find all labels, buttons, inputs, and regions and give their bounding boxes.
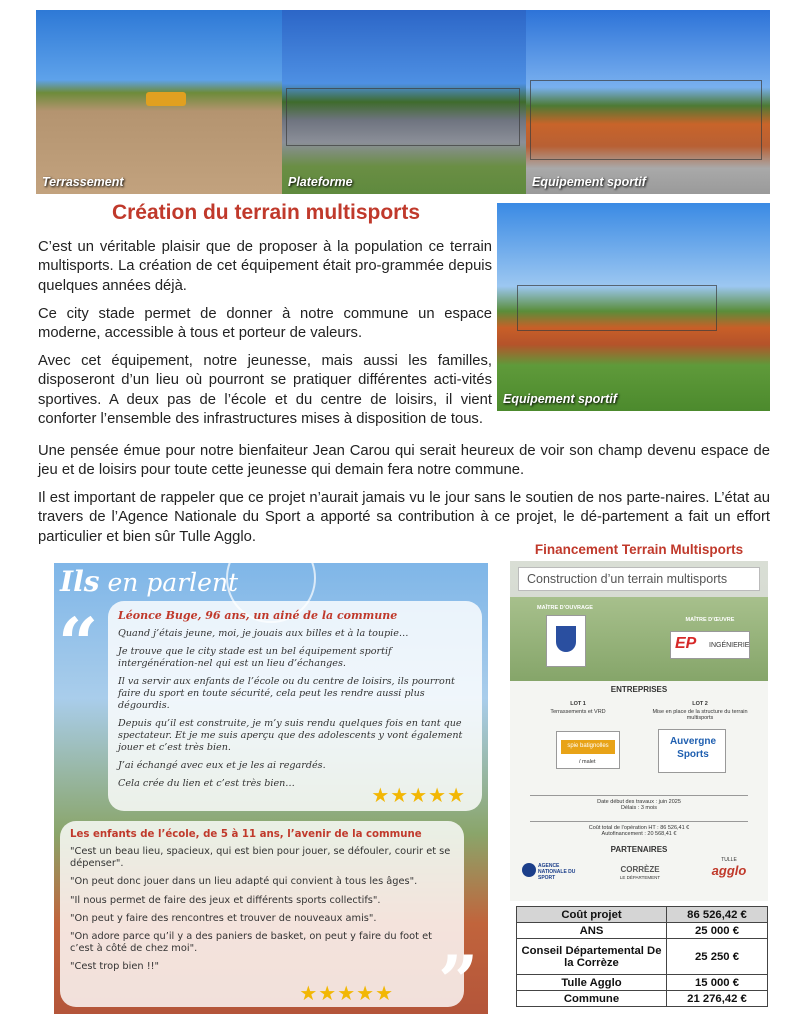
heading-ils: Ils	[60, 565, 100, 598]
table-row	[517, 939, 768, 975]
testimonial-card-kids	[60, 821, 464, 1007]
heading-rest: en parlent	[99, 568, 239, 597]
testimonial-title: Léonce Buge, 96 ans, un ainé de la commune	[118, 609, 398, 622]
correze-logo-sub: LE DÉPARTEMENT	[619, 875, 661, 880]
financing-value: 15 000 €	[667, 975, 768, 991]
close-quote-icon: ”	[438, 940, 479, 1014]
open-quote-icon: “	[58, 602, 99, 685]
signboard-title: Construction d’un terrain multisports	[518, 567, 760, 591]
auvergne-logo-line2: Sports	[677, 749, 709, 760]
spie-batignolles-logo	[556, 731, 620, 769]
table-row	[517, 975, 768, 991]
partenaires-heading: PARTENAIRES	[610, 845, 668, 854]
paragraph-equipement: Avec cet équipement, notre jeunesse, mais aussi les familles, disposeront d’un lieu où pourront se pratiquer différentes acti-vités sportives. A deux pas de l’école et du centre de loisirs, il vient conforter l’ensemble des infrastructures mises à disposition de tous.	[38, 353, 492, 428]
financing-value: 21 276,42 €	[667, 991, 768, 1007]
testimonial-title: Les enfants de l’école, de 5 à 11 ans, l’avenir de la commune	[70, 829, 422, 840]
photo-caption: Equipement sportif	[532, 175, 646, 189]
financing-value: 25 250 €	[667, 939, 768, 975]
excavator-shape	[146, 92, 186, 106]
paragraph-city-stade: Ce city stade permet de donner à notre commune un espace moderne, accessible à tous et porteur de valeurs.	[38, 306, 492, 342]
testimonial-line: Je trouve que le city stade est un bel équipement sportif intergénération-nel qui est un lieu d’échanges.	[118, 646, 392, 669]
entreprises-heading: ENTREPRISES	[610, 685, 668, 694]
testimonial-line: Quand j’étais jeune, moi, je jouais aux billes et à la toupie…	[118, 628, 409, 639]
cout-total-operation: Coût total de l’opération HT : 86 526,41 €	[530, 821, 748, 831]
project-signboard	[510, 561, 768, 901]
ans-logo: AGENCE NATIONALE DU SPORT	[538, 863, 576, 881]
lot2-desc: Mise en place de la structure du terrain multisports	[652, 709, 748, 721]
commune-crest-logo	[546, 615, 586, 667]
spie-logo-sub: / malet	[579, 759, 596, 765]
delais-travaux: Délais : 3 mois	[620, 805, 658, 811]
lot1-title: LOT 1	[570, 701, 586, 707]
ep-ingenierie-logo	[670, 631, 750, 659]
photo-equipement-side	[497, 203, 770, 411]
testimonials-heading	[60, 565, 238, 598]
financing-label: Commune	[517, 991, 667, 1007]
testimonial-line: Cela crée du lien et c’est très bien…	[118, 778, 295, 789]
signboard-body	[510, 681, 768, 901]
testimonial-line: "Cest trop bien !!"	[70, 961, 160, 973]
photo-terrassement	[36, 10, 282, 194]
financing-label: ANS	[517, 923, 667, 939]
photo-equipement-top	[526, 10, 770, 194]
correze-logo: CORRÈZE	[620, 865, 660, 874]
rating-stars: ★★★★★	[371, 783, 466, 807]
financing-label: Coût projet	[517, 907, 667, 923]
rating-stars: ★★★★★	[299, 981, 394, 1005]
lot2-title: LOT 2	[692, 701, 708, 707]
testimonial-line: "On adore parce qu’il y a des paniers de basket, on peut y faire du foot et c’est à côté de chez moi".	[70, 931, 432, 955]
testimonial-line: "On peut donc jouer dans un lieu adapté qui convient à tous les âges".	[70, 876, 418, 888]
financing-value: 25 000 €	[667, 923, 768, 939]
table-row	[517, 991, 768, 1007]
financing-table	[516, 906, 768, 1007]
autofinancement: Autofinancement : 20 568,41 €	[601, 831, 677, 837]
agglo-logo-top: TULLE	[721, 857, 737, 863]
crest-shape	[556, 626, 576, 652]
paragraph-bienfaiteur: Une pensée émue pour notre bienfaiteur Jean Carou qui serait heureux de voir son champ devenu espace de jeu et de loisirs pour toute cette jeunesse qui demain fera notre commune.	[38, 443, 770, 479]
fence-shape	[286, 88, 520, 146]
testimonial-line: J’ai échangé avec eux et je les ai regardés.	[118, 760, 326, 771]
auvergne-logo-line1: Auvergne	[669, 736, 717, 747]
ans-logo-shape	[522, 863, 536, 877]
lot1-desc: Terrassements et VRD	[550, 709, 606, 715]
financing-title: Financement Terrain Multisports	[534, 542, 744, 557]
date-debut-travaux: Date début des travaux : juin 2025	[530, 795, 748, 805]
paragraph-intro: C’est un véritable plaisir que de proposer à la population ce terrain multisports. La création de cet équipement était pro-grammée depuis quelques années déjà.	[38, 239, 492, 294]
photo-caption: Terrassement	[42, 175, 124, 189]
agglo-logo: agglo	[711, 863, 747, 878]
financing-label: Tulle Agglo	[517, 975, 667, 991]
table-row	[517, 923, 768, 939]
ep-logo-letters: EP	[675, 635, 697, 652]
auvergne-sports-logo	[658, 729, 726, 773]
page-title: Création du terrain multisports	[111, 201, 421, 224]
testimonial-line: Il va servir aux enfants de l’école ou du centre de loisirs, ils pourront faire du sport en toute sécurité, cela peut les rendre aussi plus dégourdis.	[118, 676, 455, 711]
fence-shape	[530, 80, 762, 160]
photo-caption: Equipement sportif	[503, 392, 617, 406]
photo-caption: Plateforme	[288, 175, 353, 189]
table-row	[517, 907, 768, 923]
paragraph-partenaires: Il est important de rappeler que ce projet n’aurait jamais vu le jour sans le soutien de nos parte-naires. L’état au travers de l’Agence Nationale du Sport a apporté sa contribution à ce projet, le dé-partement a fait un effort particulier et bien sûr Tulle Agglo.	[38, 490, 770, 545]
maitre-oeuvre-label: MAÎTRE D’ŒUVRE	[685, 617, 735, 623]
testimonial-line: Depuis qu’il est construite, je m’y suis rendu quelques fois en tant que spectateur. Et je me suis aperçu que des adolescents y vont également jouer et c’est très bien.	[118, 718, 463, 753]
spie-logo-text: spie batignolles	[567, 743, 609, 749]
photo-plateforme	[282, 10, 526, 194]
testimonials-block	[54, 563, 488, 1014]
fence-shape	[517, 285, 717, 331]
testimonial-card-elder	[108, 601, 482, 811]
maitre-ouvrage-label: MAÎTRE D’OUVRAGE	[537, 605, 593, 611]
testimonial-line: "Cest un beau lieu, spacieux, qui est bien pour jouer, se défouler, courir et se dépenser".	[70, 846, 451, 870]
ep-logo-text: INGÉNIERIE	[709, 642, 750, 649]
testimonial-line: "On peut y faire des rencontres et trouver de nouveaux amis".	[70, 912, 377, 924]
financing-label: Conseil Départemental De la Corrèze	[517, 939, 667, 975]
financing-value: 86 526,42 €	[667, 907, 768, 923]
testimonial-line: "Il nous permet de faire des jeux et différents sports collectifs".	[70, 894, 381, 906]
